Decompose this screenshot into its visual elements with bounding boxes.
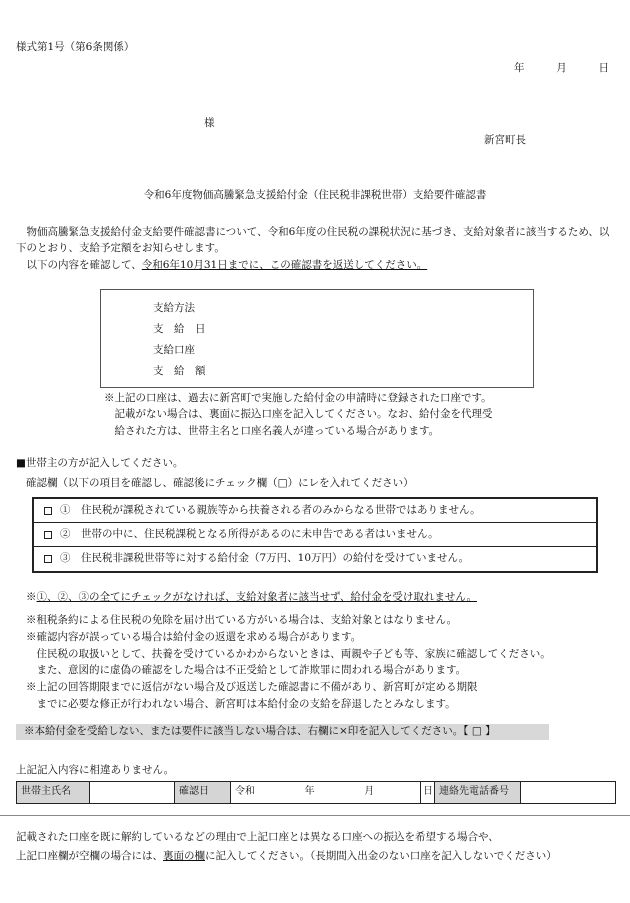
checklist-row[interactable] xyxy=(34,499,596,523)
issuer-name: 新宮町長 xyxy=(484,134,526,146)
notes-block xyxy=(26,612,551,713)
note-line-5: ※上記の回答期限までに返信がない場合及び返送した確認書に不備があり、新宮町が定める期限 xyxy=(26,681,478,694)
addressee-suffix: 様 xyxy=(204,117,215,129)
back-page-field-ref: 裏面の欄 xyxy=(163,849,205,862)
account-note-line-1: ※上記の口座は、過去に新宮町で実施した給付金の申請時に登録された口座です。 xyxy=(104,392,492,404)
footer-line-2-lead: 上記口座欄が空欄の場合には、 xyxy=(16,849,163,862)
note-line-4: また、意図的に虚偽の確認をした場合は不正受給として詐欺罪に問われる場合があります。 xyxy=(26,664,467,677)
intro-paragraph-2 xyxy=(16,257,616,273)
note-line-1: ※租税条約による住民税の免除を届け出ている方がいる場合は、支給対象とはなりません。 xyxy=(26,614,458,626)
confirmation-statement: 上記記入内容に相違ありません。 xyxy=(16,764,175,776)
payment-method-label: 支給方法 xyxy=(153,302,195,314)
footer-line-2-tail: に記入してください。（長期間入出金のない口座を記入しないでください） xyxy=(205,849,557,862)
checklist-item-2-text: ② 世帯の中に、住民税課税となる所得があるのに未申告である者はいません。 xyxy=(60,527,439,540)
householder-section-heading: ■世帯主の方が記入してください。 xyxy=(16,457,184,469)
eligibility-warning xyxy=(26,591,477,604)
phone-field[interactable] xyxy=(521,782,615,803)
note-line-2: ※確認内容が誤っている場合は給付金の返還を求める場合があります。 xyxy=(26,630,362,643)
account-note xyxy=(104,390,493,439)
payment-date-label: 支 給 日 xyxy=(153,323,206,335)
year-label: 年 xyxy=(304,786,315,798)
section-divider xyxy=(0,815,630,816)
footer-note xyxy=(16,828,557,866)
checklist-item-1-text: ① 住民税が課税されている親族等から扶養される者のみからなる世帯ではありません。 xyxy=(60,503,481,516)
date-year-label: 年 xyxy=(514,62,525,74)
warning-prefix: ※ xyxy=(26,591,37,603)
intro-paragraph-2-lead: 以下の内容を確認して、 xyxy=(16,258,142,271)
note-line-3: 住民税の取扱いとして、扶養を受けているかわからないときは、両親や子ども等、家族に確認してください。 xyxy=(26,647,551,660)
signature-table xyxy=(16,781,616,804)
payment-account-label: 支給口座 xyxy=(153,344,195,356)
intro-paragraph-1: 物価高騰緊急支援給付金支給要件確認書について、令和6年度の住民税の課税状況に基づき、支給対象者に該当するため、以下のとおり、支給予定額をお知らせします。 xyxy=(16,226,610,255)
date-month-label: 月 xyxy=(556,62,567,74)
footer-line-1: 記載された口座を既に解約しているなどの理由で上記口座とは異なる口座への振込を希望する場合や、 xyxy=(16,831,499,843)
month-label: 月 xyxy=(364,786,375,798)
footer-line-2 xyxy=(16,847,557,866)
note-line-6: までに必要な修正が行われない場合、新宮町は本給付金の支給を辞退したとみなします。 xyxy=(26,697,456,710)
account-note-line-3: 給された方は、世帯主名と口座名義人が違っている場合があります。 xyxy=(104,424,440,437)
payment-info-box xyxy=(100,289,534,388)
confirm-date-field[interactable] xyxy=(231,782,421,803)
date-line xyxy=(514,62,609,75)
householder-name-field[interactable] xyxy=(90,782,175,803)
day-label: 日 xyxy=(421,782,435,803)
account-note-line-2: 記載がない場合は、裏面に振込口座を記入してください。なお、給付金を代理受 xyxy=(104,408,493,421)
intro-text xyxy=(16,224,616,273)
householder-name-label: 世帯主氏名 xyxy=(17,782,90,803)
checklist-row[interactable] xyxy=(34,523,596,547)
refusal-mark-text: ※本給付金を受給しない、または要件に該当しない場合は、右欄に×印を記入してください。【 □ 】 xyxy=(24,725,496,738)
warning-text: ①、②、③の全てにチェックがなければ、支給対象者に該当せず、給付金を受け取れません。 xyxy=(36,591,477,603)
check-instruction: 確認欄（以下の項目を確認し、確認後にチェック欄（□）にレを入れてください） xyxy=(26,477,414,489)
confirm-date-label: 確認日 xyxy=(175,782,231,803)
checkbox-1[interactable] xyxy=(44,507,52,515)
confirmation-checklist xyxy=(32,497,598,573)
return-deadline-text: 令和6年10月31日までに、この確認書を返送してください。 xyxy=(141,258,428,271)
date-day-label: 日 xyxy=(598,62,609,74)
era-label: 令和 xyxy=(235,786,255,798)
form-number-label: 様式第1号（第6条関係） xyxy=(16,41,135,53)
phone-label: 連絡先電話番号 xyxy=(435,782,521,803)
checkbox-2[interactable] xyxy=(44,531,52,539)
checklist-row[interactable] xyxy=(34,547,596,571)
document-title: 令和6年度物価高騰緊急支援給付金（住民税非課税世帯）支給要件確認書 xyxy=(143,189,487,201)
refusal-mark-line[interactable] xyxy=(16,724,549,740)
checkbox-3[interactable] xyxy=(44,555,52,563)
checklist-item-3-text: ③ 住民税非課税世帯等に対する給付金（7万円、10万円）の給付を受けていません。 xyxy=(60,552,470,565)
payment-amount-label: 支 給 額 xyxy=(153,365,206,377)
